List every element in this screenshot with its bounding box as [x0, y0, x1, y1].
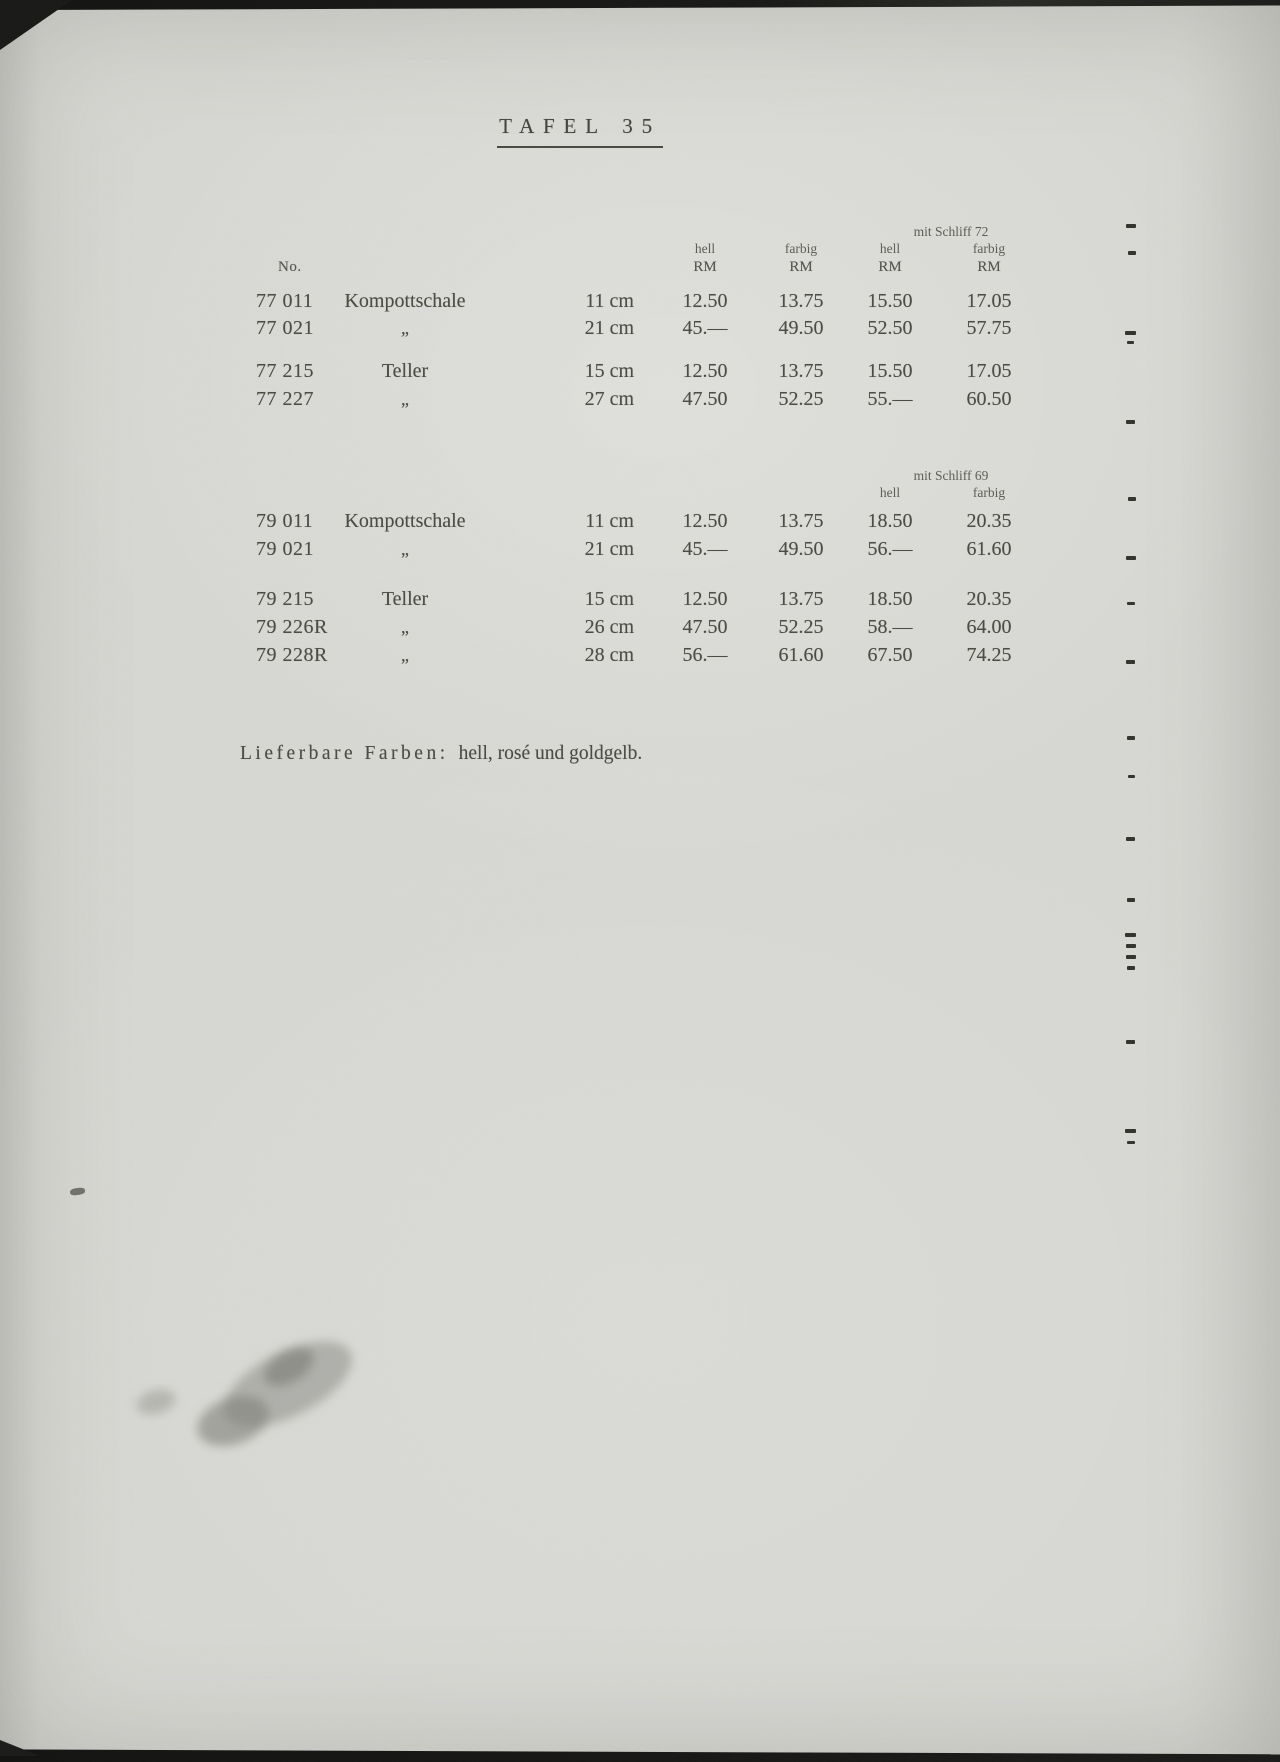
rm-label: RM [878, 259, 902, 275]
item-no: 77 215 [256, 360, 314, 382]
price-schliff-hell: 18.50 [867, 588, 913, 610]
item-no: 79 226R [256, 616, 328, 638]
table-row [230, 508, 1050, 534]
scan-artifact-mark [1127, 898, 1135, 902]
table-row [230, 614, 1050, 640]
scan-artifact-mark [1126, 837, 1135, 841]
item-size: 26 cm [584, 616, 634, 638]
scan-artifact-mark [1125, 933, 1136, 937]
group1-label: mit Schliff 72 [913, 224, 989, 239]
price-farbig: 13.75 [778, 510, 824, 532]
price-schliff-hell: 15.50 [867, 290, 913, 312]
scan-artifact-mark [1127, 1141, 1135, 1144]
item-size: 21 cm [584, 317, 634, 339]
scan-artifact-mark [1128, 251, 1136, 255]
rm-label: RM [693, 259, 717, 275]
scan-artifact-mark [1126, 1040, 1135, 1044]
scan-artifact-mark [1126, 660, 1135, 664]
scan-artifact-mark [1126, 955, 1136, 959]
scan-artifact-mark [1127, 966, 1135, 970]
price-schliff-hell: 55.— [867, 388, 913, 410]
scan-artifact-mark [1126, 420, 1135, 424]
price-schliff-farbig: 64.00 [966, 616, 1012, 638]
col-farbig-label: farbig [784, 241, 818, 256]
item-no: 79 215 [256, 588, 314, 610]
table-row [230, 642, 1050, 668]
unit-row [230, 258, 1050, 276]
scan-artifact-mark [1128, 775, 1135, 778]
item-no: 79 228R [256, 644, 328, 666]
col-schliff-hell-label: hell [879, 485, 901, 500]
price-hell: 56.— [682, 644, 728, 666]
scan-edge-top [0, 0, 1280, 11]
price-schliff-farbig: 57.75 [966, 317, 1012, 339]
col-schliff-hell-label: hell [879, 241, 901, 256]
item-size: 28 cm [584, 644, 634, 666]
scan-artifact-mark [1127, 736, 1135, 740]
item-no: 77 021 [256, 317, 314, 339]
scan-artifact-mark [1127, 341, 1134, 344]
table-row [230, 386, 1050, 412]
price-hell: 47.50 [682, 388, 728, 410]
price-schliff-farbig: 61.60 [966, 538, 1012, 560]
scan-artifact-mark [1126, 556, 1136, 560]
price-farbig: 13.75 [778, 588, 824, 610]
page-title: TAFEL 35 [497, 114, 663, 148]
price-farbig: 52.25 [778, 616, 824, 638]
title-block [478, 114, 682, 148]
group1-subheader [230, 241, 1050, 256]
paper-stain [134, 1385, 179, 1419]
ditto-mark: „ [401, 539, 409, 559]
item-no: 79 021 [256, 538, 314, 560]
ditto-mark: „ [401, 389, 409, 409]
item-name: Kompottschale [344, 510, 466, 532]
scan-artifact-speck [70, 1187, 86, 1196]
price-farbig: 49.50 [778, 538, 824, 560]
table-row [230, 288, 1050, 314]
ditto-mark: „ [401, 318, 409, 338]
price-schliff-farbig: 60.50 [966, 388, 1012, 410]
item-no: 77 227 [256, 388, 314, 410]
item-no: 79 011 [256, 510, 314, 532]
item-size: 15 cm [584, 588, 634, 610]
table-row [230, 586, 1050, 612]
price-schliff-hell: 67.50 [867, 644, 913, 666]
price-schliff-hell: 18.50 [867, 510, 913, 532]
price-schliff-farbig: 17.05 [966, 360, 1012, 382]
price-schliff-farbig: 20.35 [966, 588, 1012, 610]
price-hell: 12.50 [682, 588, 728, 610]
ditto-mark: „ [401, 617, 409, 637]
price-hell: 12.50 [682, 360, 728, 382]
item-size: 11 cm [585, 290, 634, 312]
price-schliff-farbig: 17.05 [966, 290, 1012, 312]
rm-label: RM [977, 259, 1001, 275]
price-hell: 45.— [682, 317, 728, 339]
scan-artifact-mark [1128, 497, 1136, 501]
table-row [230, 315, 1050, 341]
price-schliff-hell: 56.— [867, 538, 913, 560]
price-farbig: 13.75 [778, 360, 824, 382]
item-name: Kompottschale [344, 290, 466, 312]
scan-artifact-mark [1126, 944, 1136, 948]
item-size: 11 cm [585, 510, 634, 532]
rm-label: RM [789, 259, 813, 275]
scan-artifact-mark [1126, 224, 1136, 228]
price-schliff-hell: 58.— [867, 616, 913, 638]
item-name: Teller [381, 360, 429, 382]
scan-artifact-mark [1127, 602, 1135, 605]
price-hell: 47.50 [682, 616, 728, 638]
price-hell: 12.50 [682, 290, 728, 312]
col-hell-label: hell [694, 241, 716, 256]
scan-edge-bottom [0, 1748, 1280, 1762]
ditto-mark: „ [401, 645, 409, 665]
group1-span-header [230, 224, 1050, 239]
price-hell: 45.— [682, 538, 728, 560]
group2-label: mit Schliff 69 [913, 468, 989, 483]
item-size: 27 cm [584, 388, 634, 410]
price-hell: 12.50 [682, 510, 728, 532]
footer-value: hell, rosé und goldgelb. [458, 743, 643, 764]
available-colors-note [240, 743, 642, 765]
item-size: 21 cm [584, 538, 634, 560]
price-farbig: 52.25 [778, 388, 824, 410]
table-row [230, 358, 1050, 384]
group2-span-header [230, 468, 1050, 483]
scan-artifact-mark [1125, 331, 1136, 335]
price-farbig: 61.60 [778, 644, 824, 666]
price-schliff-hell: 15.50 [867, 360, 913, 382]
table-row [230, 536, 1050, 562]
item-name: Teller [381, 588, 429, 610]
price-schliff-hell: 52.50 [867, 317, 913, 339]
price-farbig: 13.75 [778, 290, 824, 312]
group2-subheader [230, 485, 1050, 500]
col-schliff-farbig-label: farbig [972, 485, 1006, 500]
price-schliff-farbig: 20.35 [966, 510, 1012, 532]
col-schliff-farbig-label: farbig [972, 241, 1006, 256]
no-column-label: No. [278, 259, 302, 275]
item-no: 77 011 [256, 290, 314, 312]
scan-artifact-mark [1125, 1129, 1136, 1133]
item-size: 15 cm [584, 360, 634, 382]
footer-label: Lieferbare Farben: [240, 743, 449, 764]
price-farbig: 49.50 [778, 317, 824, 339]
price-schliff-farbig: 74.25 [966, 644, 1012, 666]
